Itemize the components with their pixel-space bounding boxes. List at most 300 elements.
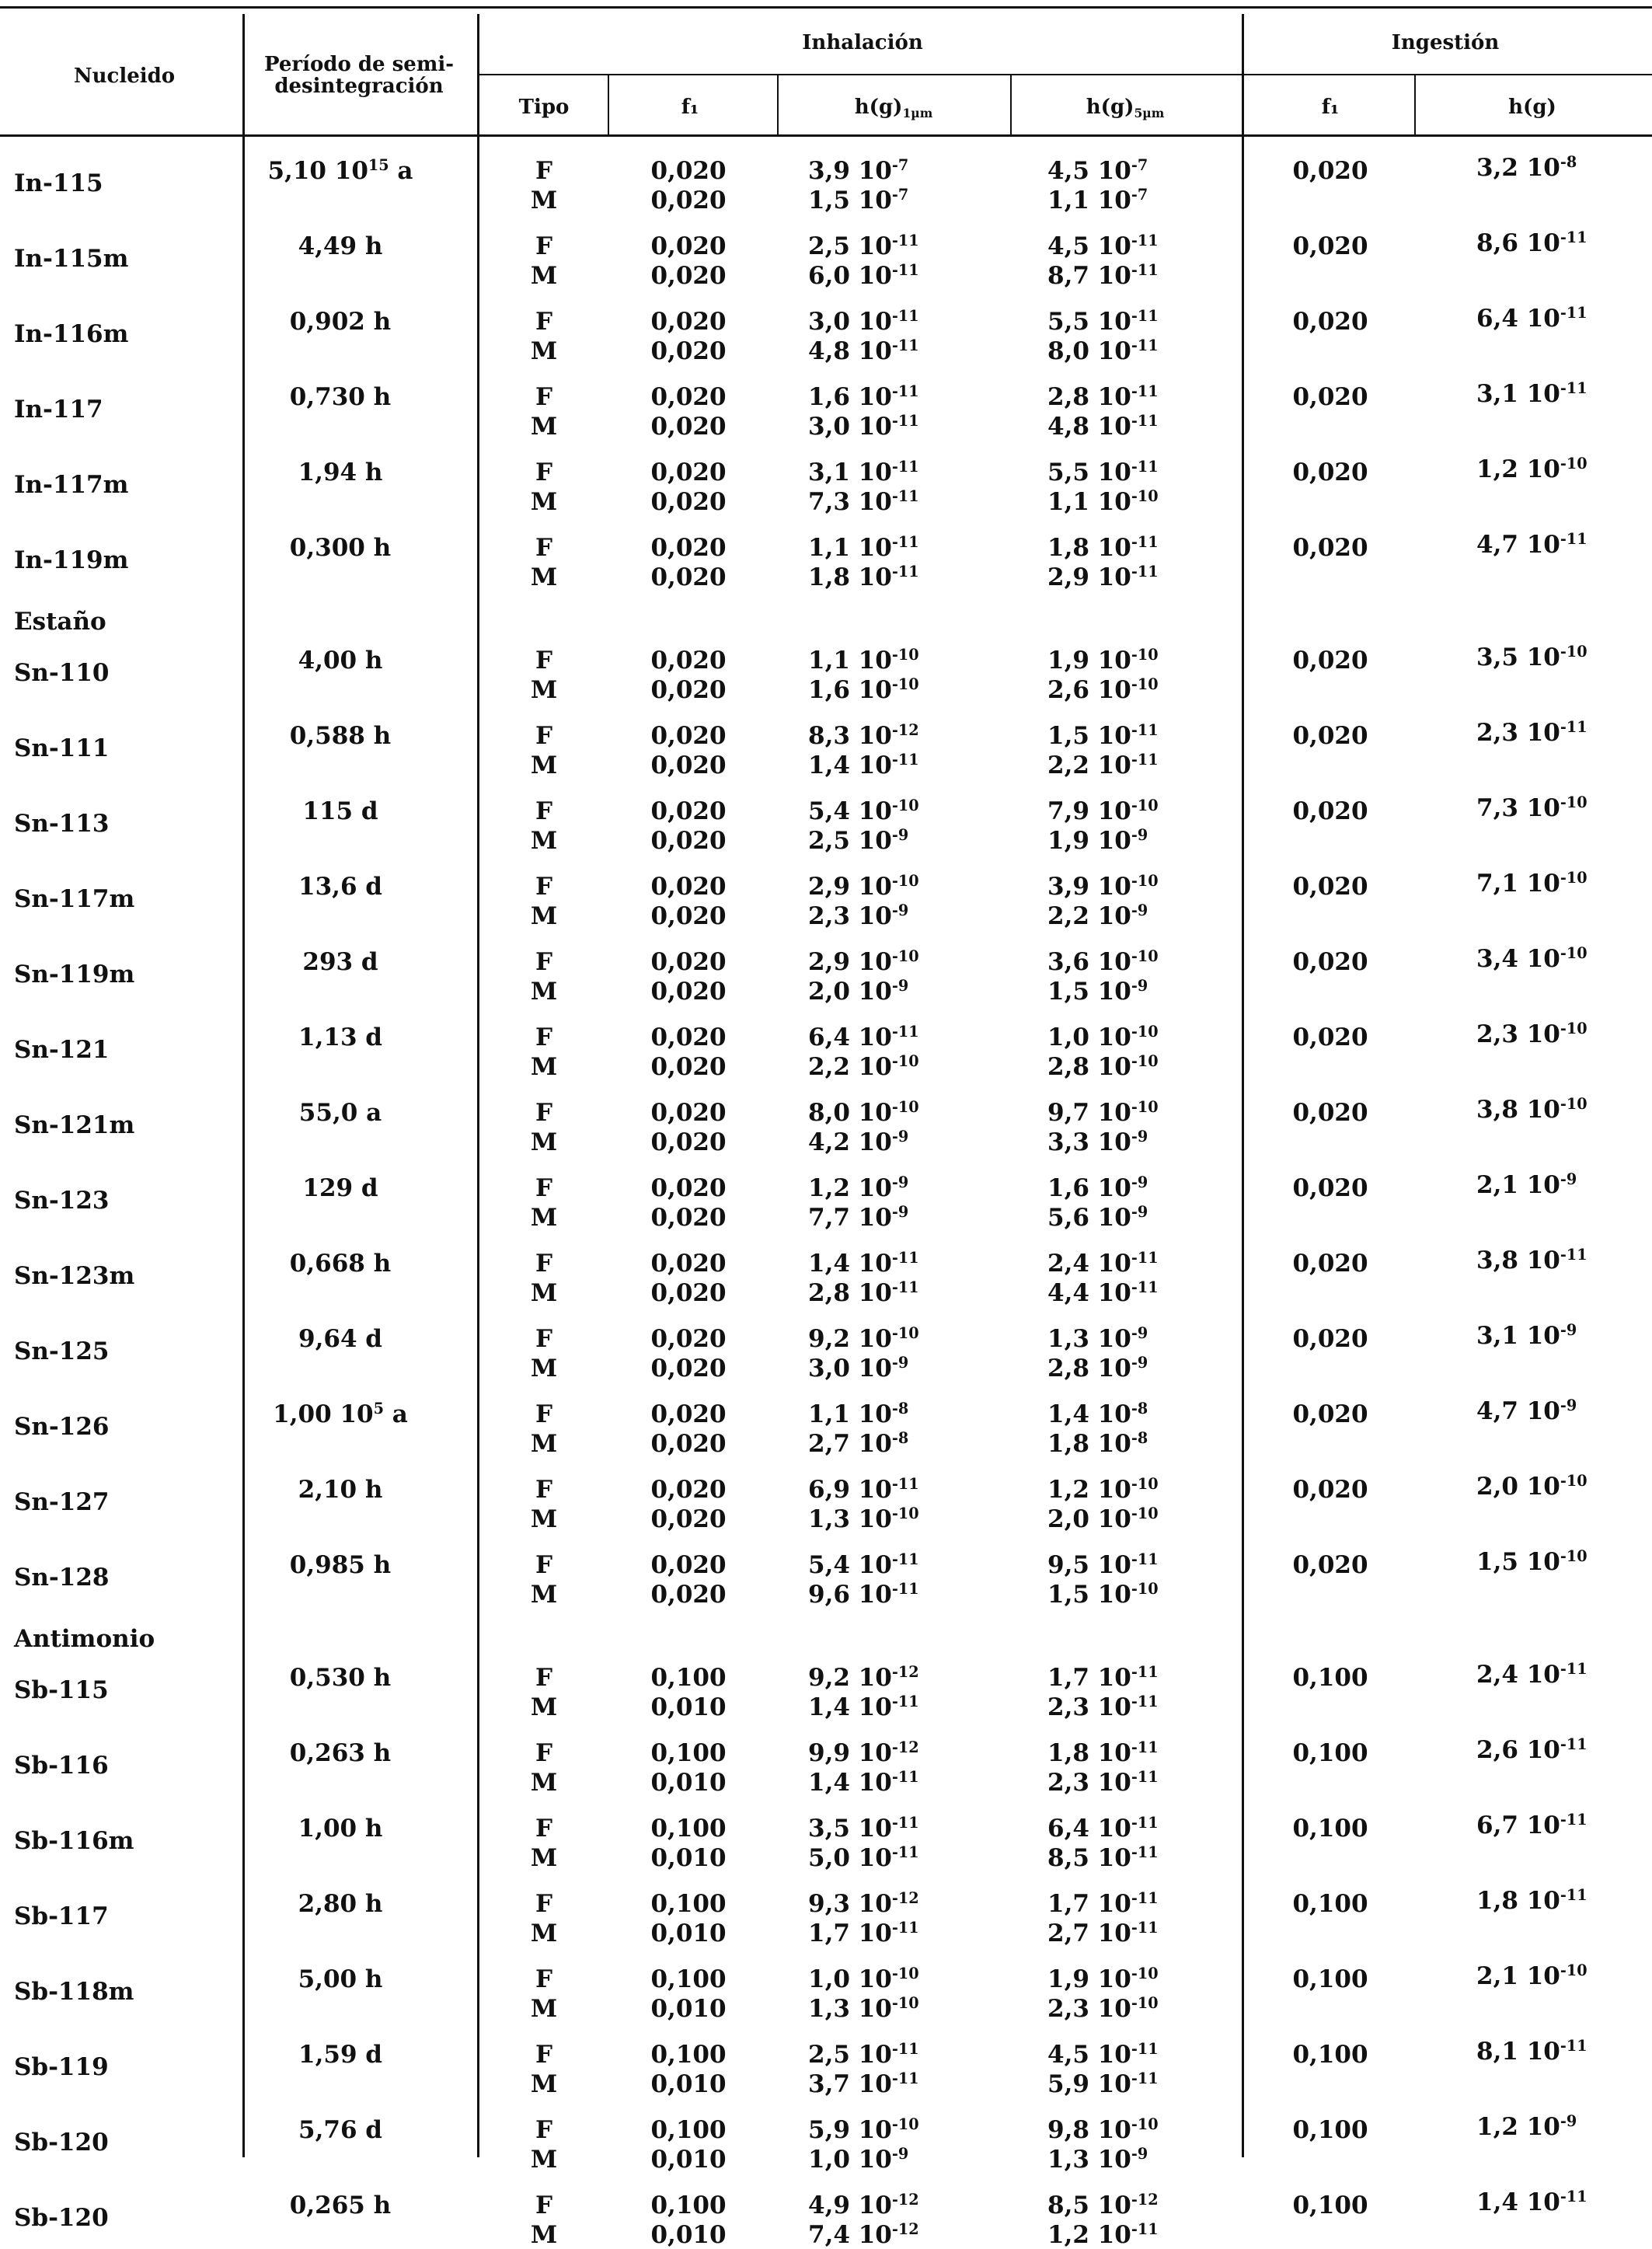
hg-ingestion: 4,7 $10^{-9}$	[1476, 1396, 1577, 1425]
f1-ingestion: 0,100	[1292, 1815, 1368, 1843]
type-f: F	[535, 647, 553, 675]
f1-inh-f: 0,020	[650, 1023, 727, 1051]
half-life: 0,730 h	[289, 383, 392, 411]
hg-ingestion: 3,1 $10^{-9}$	[1476, 1321, 1577, 1350]
hg5-m: 3,3 $10^{-9}$	[1047, 1128, 1148, 1156]
hg1-m: 2,0 $10^{-9}$	[808, 977, 909, 1006]
hg5-m: 8,0 $10^{-11}$	[1047, 336, 1159, 365]
f1-inh-m: 0,020	[650, 262, 727, 290]
nuclide-name: Sn-119m	[14, 961, 135, 989]
f1-inh-f: 0,020	[650, 1250, 727, 1278]
hg1-m: 7,7 $10^{-9}$	[808, 1203, 909, 1232]
f1-inh-f: 0,020	[650, 1099, 727, 1127]
f1-ingestion: 0,020	[1292, 232, 1368, 260]
type-m: M	[530, 413, 558, 441]
hg5-m: 2,8 $10^{-9}$	[1047, 1354, 1148, 1383]
hg-ingestion: 3,8 $10^{-11}$	[1476, 1246, 1588, 1274]
nuclide-name: Sb-116	[14, 1752, 109, 1780]
f1-inh-f: 0,020	[650, 232, 727, 260]
hg5-f: 9,8 $10^{-10}$	[1047, 2115, 1159, 2144]
hg5-m: 1,1 $10^{-10}$	[1047, 487, 1159, 516]
hg1-f: 4,9 $10^{-12}$	[808, 2191, 919, 2219]
hg5-m: 1,2 $10^{-11}$	[1047, 2220, 1159, 2249]
half-life: 2,10 h	[298, 1476, 383, 1504]
f1-ingestion: 0,020	[1292, 1250, 1368, 1278]
f1-inh-m: 0,020	[650, 1355, 727, 1383]
type-f: F	[535, 1476, 553, 1504]
top-rule	[0, 6, 1652, 9]
hg-ingestion: 1,5 $10^{-10}$	[1476, 1547, 1588, 1576]
hg5-m: 2,0 $10^{-10}$	[1047, 1505, 1159, 1533]
f1-inh-m: 0,020	[650, 1430, 727, 1458]
half-life: 1,59 d	[298, 2041, 382, 2069]
type-m: M	[530, 563, 558, 591]
f1-ingestion: 0,020	[1292, 948, 1368, 976]
half-life: 1,00 $10^5$ a	[273, 1400, 408, 1428]
hg5-m: 5,9 $10^{-11}$	[1047, 2069, 1159, 2098]
type-m: M	[530, 1204, 558, 1232]
f1-inh-m: 0,020	[650, 488, 727, 516]
header-periodo-line1: Período de semi-	[263, 53, 455, 76]
half-life: 1,94 h	[298, 459, 383, 486]
f1-ingestion: 0,020	[1292, 873, 1368, 901]
nuclide-name: Sn-123	[14, 1187, 110, 1215]
nuclide-name: Sb-119	[14, 2053, 109, 2081]
type-f: F	[535, 383, 553, 411]
hg1-f: 9,2 $10^{-12}$	[808, 1663, 919, 1692]
section-heading: Estaño	[14, 608, 106, 636]
hg5-f: 3,6 $10^{-10}$	[1047, 947, 1159, 976]
f1-ingestion: 0,100	[1292, 2041, 1368, 2069]
nuclide-name: Sb-120	[14, 2204, 109, 2232]
hg1-f: 2,5 $10^{-11}$	[808, 232, 919, 260]
f1-inh-f: 0,020	[650, 1551, 727, 1579]
type-m: M	[530, 187, 558, 214]
type-m: M	[530, 902, 558, 930]
half-life: 1,13 d	[298, 1023, 382, 1051]
hg5-f: 1,9 $10^{-10}$	[1047, 1965, 1159, 1993]
hg5-m: 1,5 $10^{-10}$	[1047, 1580, 1159, 1609]
f1-ingestion: 0,100	[1292, 2116, 1368, 2144]
hg-ingestion: 2,0 $10^{-10}$	[1476, 1472, 1588, 1501]
f1-ingestion: 0,100	[1292, 1739, 1368, 1767]
hg-ingestion: 1,8 $10^{-11}$	[1476, 1886, 1588, 1915]
hg5-m: 4,8 $10^{-11}$	[1047, 412, 1159, 441]
subcol-rule-f1-ing	[1414, 75, 1416, 136]
nuclide-name: Sn-121	[14, 1036, 110, 1064]
f1-ingestion: 0,100	[1292, 2191, 1368, 2219]
hg1-f: 1,6 $10^{-11}$	[808, 382, 919, 411]
f1-ingestion: 0,100	[1292, 1664, 1368, 1692]
hg1-m: 3,0 $10^{-9}$	[808, 1354, 909, 1383]
type-m: M	[530, 827, 558, 855]
f1-ingestion: 0,020	[1292, 157, 1368, 185]
f1-inh-f: 0,020	[650, 797, 727, 825]
half-life: 0,588 h	[289, 722, 392, 750]
f1-inh-f: 0,100	[650, 2041, 727, 2069]
hg1-m: 6,0 $10^{-11}$	[808, 261, 919, 290]
f1-ingestion: 0,020	[1292, 534, 1368, 562]
nuclide-name: Sn-125	[14, 1337, 110, 1365]
hg1-f: 8,0 $10^{-10}$	[808, 1098, 919, 1127]
half-life: 129 d	[302, 1174, 378, 1202]
hg5-f: 1,8 $10^{-11}$	[1047, 533, 1159, 562]
type-f: F	[535, 1174, 553, 1202]
hg1-m: 2,3 $10^{-9}$	[808, 901, 909, 930]
half-life: 0,530 h	[289, 1664, 392, 1692]
hg-ingestion: 3,2 $10^{-8}$	[1476, 153, 1577, 182]
f1-inh-m: 0,020	[650, 337, 727, 365]
hg1-m: 1,3 $10^{-10}$	[808, 1994, 919, 2023]
hg-ingestion: 7,3 $10^{-10}$	[1476, 793, 1588, 822]
f1-inh-m: 0,020	[650, 676, 727, 704]
hg5-f: 1,9 $10^{-10}$	[1047, 646, 1159, 675]
f1-inh-m: 0,020	[650, 1505, 727, 1533]
hg1-f: 3,0 $10^{-11}$	[808, 307, 919, 336]
header-ingestion: Ingestión	[1391, 31, 1500, 54]
type-m: M	[530, 1053, 558, 1081]
f1-inh-m: 0,020	[650, 978, 727, 1006]
f1-inh-m: 0,010	[650, 1693, 727, 1721]
half-life: 4,49 h	[298, 232, 383, 260]
nuclide-name: Sb-117	[14, 1902, 109, 1930]
half-life: 55,0 a	[298, 1099, 382, 1127]
f1-inh-f: 0,020	[650, 1325, 727, 1353]
hg1-m: 3,0 $10^{-11}$	[808, 412, 919, 441]
hg-ingestion: 2,3 $10^{-10}$	[1476, 1020, 1588, 1048]
type-f: F	[535, 948, 553, 976]
f1-inh-f: 0,020	[650, 383, 727, 411]
col-rule-nuclide	[242, 14, 245, 2157]
hg-ingestion: 2,4 $10^{-11}$	[1476, 1660, 1588, 1689]
hg-ingestion: 3,1 $10^{-11}$	[1476, 379, 1588, 408]
subcol-rule-f1	[777, 75, 779, 136]
f1-inh-m: 0,020	[650, 563, 727, 591]
hg1-m: 1,8 $10^{-11}$	[808, 563, 919, 591]
hg-ingestion: 6,7 $10^{-11}$	[1476, 1811, 1588, 1839]
half-life: 115 d	[302, 797, 378, 825]
hg1-m: 1,5 $10^{-7}$	[808, 186, 909, 214]
f1-inh-m: 0,020	[650, 187, 727, 214]
nuclide-name: Sb-115	[14, 1676, 109, 1704]
hg5-m: 2,2 $10^{-9}$	[1047, 901, 1148, 930]
f1-inh-f: 0,020	[650, 722, 727, 750]
half-life: 0,985 h	[289, 1551, 392, 1579]
f1-inh-m: 0,020	[650, 1128, 727, 1156]
hg-ingestion: 3,8 $10^{-10}$	[1476, 1095, 1588, 1124]
hg5-m: 1,9 $10^{-9}$	[1047, 826, 1148, 855]
nuclide-name: Sn-128	[14, 1564, 110, 1592]
nuclide-name: Sb-116m	[14, 1827, 134, 1855]
f1-inh-m: 0,020	[650, 1204, 727, 1232]
type-m: M	[530, 1279, 558, 1307]
header-nucleido: Nucleido	[73, 65, 176, 88]
type-f: F	[535, 1664, 553, 1692]
f1-ingestion: 0,100	[1292, 1890, 1368, 1918]
nuclide-name: Sb-120	[14, 2129, 109, 2157]
hg1-f: 1,0 $10^{-10}$	[808, 1965, 919, 1993]
hg5-f: 1,7 $10^{-11}$	[1047, 1889, 1159, 1918]
hg5-f: 8,5 $10^{-12}$	[1047, 2191, 1159, 2219]
type-f: F	[535, 1099, 553, 1127]
hg5-f: 4,5 $10^{-7}$	[1047, 156, 1148, 185]
type-m: M	[530, 1581, 558, 1609]
f1-inh-f: 0,020	[650, 647, 727, 675]
nuclide-name: Sn-117m	[14, 885, 135, 913]
hg5-f: 7,9 $10^{-10}$	[1047, 797, 1159, 825]
half-life: 1,00 h	[298, 1815, 383, 1843]
header-periodo-line2: desintegración	[274, 75, 444, 98]
type-f: F	[535, 797, 553, 825]
type-f: F	[535, 308, 553, 336]
hg1-m: 7,4 $10^{-12}$	[808, 2220, 919, 2249]
nuclide-name: Sn-111	[14, 734, 110, 762]
f1-ingestion: 0,020	[1292, 459, 1368, 486]
f1-inh-f: 0,100	[650, 1739, 727, 1767]
hg5-m: 4,4 $10^{-11}$	[1047, 1278, 1159, 1307]
hg5-m: 2,8 $10^{-10}$	[1047, 1052, 1159, 1081]
hg5-m: 2,3 $10^{-10}$	[1047, 1994, 1159, 2023]
hg1-f: 9,3 $10^{-12}$	[808, 1889, 919, 1918]
type-m: M	[530, 1995, 558, 2023]
f1-inh-m: 0,020	[650, 1053, 727, 1081]
hg1-f: 2,9 $10^{-10}$	[808, 872, 919, 901]
hg1-f: 3,9 $10^{-7}$	[808, 156, 909, 185]
hg1-f: 3,1 $10^{-11}$	[808, 458, 919, 486]
header-f1: f₁	[681, 96, 699, 119]
type-m: M	[530, 2221, 558, 2249]
hg5-f: 4,5 $10^{-11}$	[1047, 2040, 1159, 2069]
header-inhalacion: Inhalación	[802, 31, 923, 54]
hg-ingestion: 8,6 $10^{-11}$	[1476, 228, 1588, 257]
hg5-f: 6,4 $10^{-11}$	[1047, 1814, 1159, 1843]
hg1-m: 1,0 $10^{-9}$	[808, 2145, 909, 2174]
f1-ingestion: 0,020	[1292, 383, 1368, 411]
f1-inh-f: 0,100	[650, 2116, 727, 2144]
f1-inh-m: 0,010	[650, 1919, 727, 1947]
f1-inh-f: 0,020	[650, 1476, 727, 1504]
type-f: F	[535, 1250, 553, 1278]
type-m: M	[530, 1505, 558, 1533]
hg5-f: 3,9 $10^{-10}$	[1047, 872, 1159, 901]
nuclide-name: Sb-118m	[14, 1978, 134, 2006]
type-f: F	[535, 1739, 553, 1767]
col-rule-inhalacion	[1242, 14, 1244, 2157]
inhalacion-underline	[477, 74, 1652, 75]
type-f: F	[535, 2116, 553, 2144]
hg-ingestion: 6,4 $10^{-11}$	[1476, 304, 1588, 333]
half-life: 5,76 d	[298, 2116, 382, 2144]
hg-ingestion: 3,5 $10^{-10}$	[1476, 643, 1588, 671]
f1-inh-m: 0,020	[650, 827, 727, 855]
f1-inh-f: 0,100	[650, 1890, 727, 1918]
f1-inh-f: 0,020	[650, 873, 727, 901]
type-m: M	[530, 1430, 558, 1458]
type-f: F	[535, 1815, 553, 1843]
type-m: M	[530, 1919, 558, 1947]
nuclide-name: Sn-123m	[14, 1262, 135, 1290]
hg5-f: 1,6 $10^{-9}$	[1047, 1173, 1148, 1202]
hg1-m: 2,5 $10^{-9}$	[808, 826, 909, 855]
type-f: F	[535, 1890, 553, 1918]
f1-ingestion: 0,020	[1292, 647, 1368, 675]
type-f: F	[535, 2191, 553, 2219]
subcol-rule-tipo	[608, 75, 609, 136]
f1-ingestion: 0,020	[1292, 1174, 1368, 1202]
type-m: M	[530, 2070, 558, 2098]
hg5-f: 1,3 $10^{-9}$	[1047, 1324, 1148, 1353]
nuclide-name: In-119m	[14, 546, 129, 574]
nuclide-name: Sn-113	[14, 810, 110, 838]
hg1-f: 1,4 $10^{-11}$	[808, 1249, 919, 1278]
hg1-f: 9,9 $10^{-12}$	[808, 1738, 919, 1767]
hg5-f: 1,4 $10^{-8}$	[1047, 1400, 1148, 1428]
hg1-f: 3,5 $10^{-11}$	[808, 1814, 919, 1843]
hg1-f: 1,1 $10^{-8}$	[808, 1400, 909, 1428]
type-m: M	[530, 488, 558, 516]
f1-inh-m: 0,020	[650, 751, 727, 779]
type-m: M	[530, 1355, 558, 1383]
f1-inh-f: 0,100	[650, 1815, 727, 1843]
f1-inh-f: 0,020	[650, 1174, 727, 1202]
hg1-m: 1,4 $10^{-11}$	[808, 751, 919, 779]
hg5-m: 1,3 $10^{-9}$	[1047, 2145, 1148, 2174]
half-life: 13,6 d	[298, 873, 382, 901]
half-life: 0,902 h	[289, 308, 392, 336]
header-f1-ingestion: f₁	[1321, 96, 1340, 119]
f1-ingestion: 0,020	[1292, 1551, 1368, 1579]
nuclide-name: In-117m	[14, 471, 129, 499]
hg-ingestion: 2,1 $10^{-10}$	[1476, 1961, 1588, 1990]
f1-inh-f: 0,020	[650, 948, 727, 976]
f1-ingestion: 0,020	[1292, 1023, 1368, 1051]
f1-inh-f: 0,020	[650, 1400, 727, 1428]
hg1-f: 8,3 $10^{-12}$	[808, 721, 919, 750]
hg-ingestion: 2,1 $10^{-9}$	[1476, 1170, 1577, 1199]
f1-inh-m: 0,010	[650, 2070, 727, 2098]
f1-inh-m: 0,010	[650, 1844, 727, 1872]
hg5-m: 8,7 $10^{-11}$	[1047, 261, 1159, 290]
type-m: M	[530, 1693, 558, 1721]
nuclide-name: In-117	[14, 396, 103, 424]
nuclide-name: Sn-121m	[14, 1111, 135, 1139]
nuclide-name: Sn-127	[14, 1488, 110, 1516]
hg5-f: 1,7 $10^{-11}$	[1047, 1663, 1159, 1692]
half-life: 9,64 d	[298, 1325, 382, 1353]
hg1-f: 2,5 $10^{-11}$	[808, 2040, 919, 2069]
hg1-f: 1,2 $10^{-9}$	[808, 1173, 909, 1202]
half-life: 0,668 h	[289, 1250, 392, 1278]
hg-ingestion: 2,6 $10^{-11}$	[1476, 1735, 1588, 1764]
hg-ingestion: 2,3 $10^{-11}$	[1476, 718, 1588, 747]
hg1-m: 1,6 $10^{-10}$	[808, 675, 919, 704]
f1-inh-f: 0,100	[650, 1664, 727, 1692]
type-f: F	[535, 1551, 553, 1579]
hg5-f: 9,5 $10^{-11}$	[1047, 1550, 1159, 1579]
hg5-f: 1,0 $10^{-10}$	[1047, 1023, 1159, 1051]
f1-inh-m: 0,020	[650, 902, 727, 930]
hg5-m: 1,8 $10^{-8}$	[1047, 1429, 1148, 1458]
hg1-m: 1,3 $10^{-10}$	[808, 1505, 919, 1533]
f1-ingestion: 0,020	[1292, 1400, 1368, 1428]
nuclide-name: Sn-110	[14, 659, 110, 687]
hg5-f: 1,5 $10^{-11}$	[1047, 721, 1159, 750]
hg1-m: 1,4 $10^{-11}$	[808, 1693, 919, 1721]
f1-ingestion: 0,020	[1292, 1476, 1368, 1504]
header-hg5: $h(g)_{5\mu m}$	[1086, 96, 1165, 120]
type-f: F	[535, 534, 553, 562]
hg5-m: 2,3 $10^{-11}$	[1047, 1768, 1159, 1797]
hg5-m: 8,5 $10^{-11}$	[1047, 1843, 1159, 1872]
hg-ingestion: 7,1 $10^{-10}$	[1476, 869, 1588, 898]
f1-inh-m: 0,010	[650, 2221, 727, 2249]
f1-inh-f: 0,020	[650, 459, 727, 486]
type-m: M	[530, 676, 558, 704]
hg5-m: 5,6 $10^{-9}$	[1047, 1203, 1148, 1232]
header-hg: h(g)	[1508, 96, 1556, 119]
section-heading: Antimonio	[14, 1625, 155, 1653]
header-tipo: Tipo	[518, 96, 570, 119]
f1-ingestion: 0,020	[1292, 1325, 1368, 1353]
hg-ingestion: 4,7 $10^{-11}$	[1476, 530, 1588, 559]
hg1-m: 5,0 $10^{-11}$	[808, 1843, 919, 1872]
type-f: F	[535, 157, 553, 185]
type-m: M	[530, 2146, 558, 2174]
hg1-f: 5,4 $10^{-10}$	[808, 797, 919, 825]
nuclide-name: In-116m	[14, 320, 129, 348]
f1-ingestion: 0,020	[1292, 722, 1368, 750]
type-m: M	[530, 751, 558, 779]
type-m: M	[530, 1128, 558, 1156]
header-bottom-rule	[0, 134, 1652, 137]
hg-ingestion: 3,4 $10^{-10}$	[1476, 944, 1588, 973]
hg5-f: 2,4 $10^{-11}$	[1047, 1249, 1159, 1278]
hg1-m: 1,4 $10^{-11}$	[808, 1768, 919, 1797]
hg1-f: 9,2 $10^{-10}$	[808, 1324, 919, 1353]
f1-inh-f: 0,020	[650, 308, 727, 336]
hg5-f: 9,7 $10^{-10}$	[1047, 1098, 1159, 1127]
hg1-f: 2,9 $10^{-10}$	[808, 947, 919, 976]
type-f: F	[535, 1965, 553, 1993]
type-f: F	[535, 722, 553, 750]
f1-ingestion: 0,020	[1292, 308, 1368, 336]
half-life: 0,265 h	[289, 2191, 392, 2219]
f1-inh-m: 0,010	[650, 1995, 727, 2023]
hg1-m: 1,7 $10^{-11}$	[808, 1919, 919, 1947]
type-f: F	[535, 873, 553, 901]
hg1-f: 5,9 $10^{-10}$	[808, 2115, 919, 2144]
hg1-m: 2,2 $10^{-10}$	[808, 1052, 919, 1081]
hg1-f: 1,1 $10^{-10}$	[808, 646, 919, 675]
f1-inh-f: 0,100	[650, 1965, 727, 1993]
hg1-m: 4,8 $10^{-11}$	[808, 336, 919, 365]
hg5-f: 2,8 $10^{-11}$	[1047, 382, 1159, 411]
hg-ingestion: 1,2 $10^{-10}$	[1476, 455, 1588, 483]
type-f: F	[535, 1325, 553, 1353]
header-hg1: $h(g)_{1\mu m}$	[854, 96, 933, 120]
hg-ingestion: 1,2 $10^{-9}$	[1476, 2112, 1577, 2141]
hg5-f: 5,5 $10^{-11}$	[1047, 307, 1159, 336]
hg1-f: 5,4 $10^{-11}$	[808, 1550, 919, 1579]
hg5-m: 2,9 $10^{-11}$	[1047, 563, 1159, 591]
nuclide-name: In-115m	[14, 245, 129, 273]
hg5-f: 1,8 $10^{-11}$	[1047, 1738, 1159, 1767]
hg1-m: 2,8 $10^{-11}$	[808, 1278, 919, 1307]
hg5-f: 5,5 $10^{-11}$	[1047, 458, 1159, 486]
hg5-m: 2,6 $10^{-10}$	[1047, 675, 1159, 704]
f1-inh-m: 0,020	[650, 1581, 727, 1609]
hg1-f: 1,1 $10^{-11}$	[808, 533, 919, 562]
